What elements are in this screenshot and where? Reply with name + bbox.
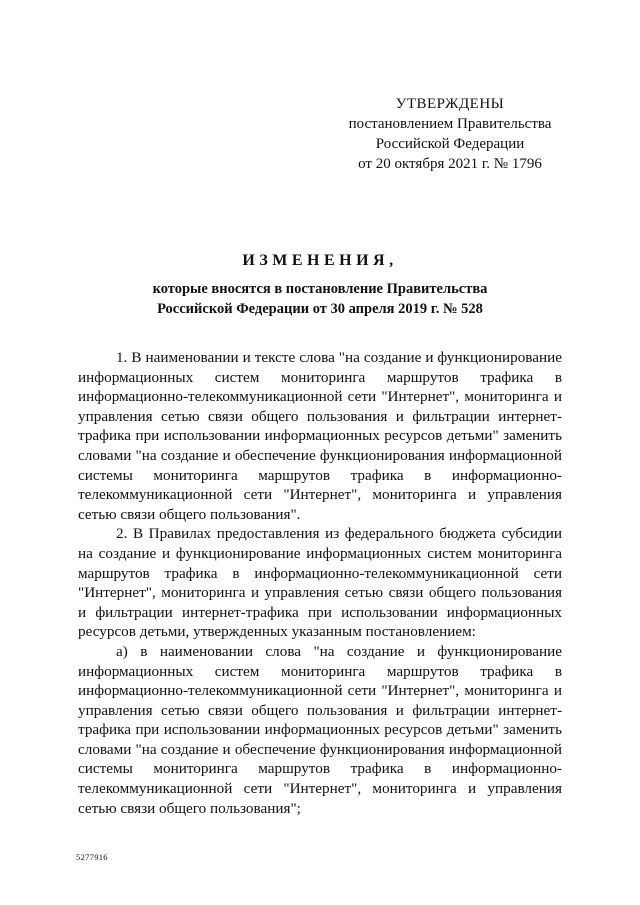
subtitle-line-2: Российской Федерации от 30 апреля 2019 г. № 528	[157, 301, 483, 317]
document-subtitle	[100, 279, 540, 319]
paragraph-2: 2. В Правилах предоставления из федерального бюджета субсидии на создание и функционирование информационных систем мониторинга маршрутов трафика в информационно-телекоммуникационной сети "Интернет", мониторинга и управления сетью связи общего пользования и фильтрации интернет-трафика при использовании информационных ресурсов детьми, утвержденных указанным постановлением:	[78, 525, 562, 641]
paragraph-2a: а) в наименовании слова "на создание и функционирование информационных систем мониторинга маршрутов трафика в информационно-телекоммуникационной сети "Интернет", мониторинга и управления сетью связи общего пользования и фильтрации интернет-трафика при использовании информационных ресурсов детьми" заменить словами "на создание и обеспечение функционирования информационной системы мониторинга маршрутов трафика в информационно-телекоммуникационной сети "Интернет", мониторинга и управления сетью связи общего пользования";	[78, 642, 562, 817]
approval-line-3: от 20 октября 2021 г. № 1796	[358, 156, 542, 172]
subtitle-line-1: которые вносятся в постановление Правительства	[152, 281, 488, 297]
document-body	[78, 348, 562, 818]
approval-block	[330, 94, 570, 174]
paragraph-1: 1. В наименовании и тексте слова "на создание и функционирование информационных систем мониторинга маршрутов трафика в информационно-телекоммуникационной сети "Интернет", мониторинга и управления сетью связи общего пользования и фильтрации интернет-трафика при использовании информационных ресурсов детьми" заменить словами "на создание и обеспечение функционирования информационной системы мониторинга маршрутов трафика в информационно-телекоммуникационной сети "Интернет", мониторинга и управления сетью связи общего пользования".	[78, 349, 562, 523]
approval-line-1: постановлением Правительства	[348, 116, 552, 132]
approval-heading: УТВЕРЖДЕНЫ	[395, 96, 505, 112]
approval-line-2: Российской Федерации	[375, 136, 525, 152]
document-code: 5277916	[76, 852, 108, 862]
document-title: ИЗМЕНЕНИЯ,	[242, 252, 398, 269]
